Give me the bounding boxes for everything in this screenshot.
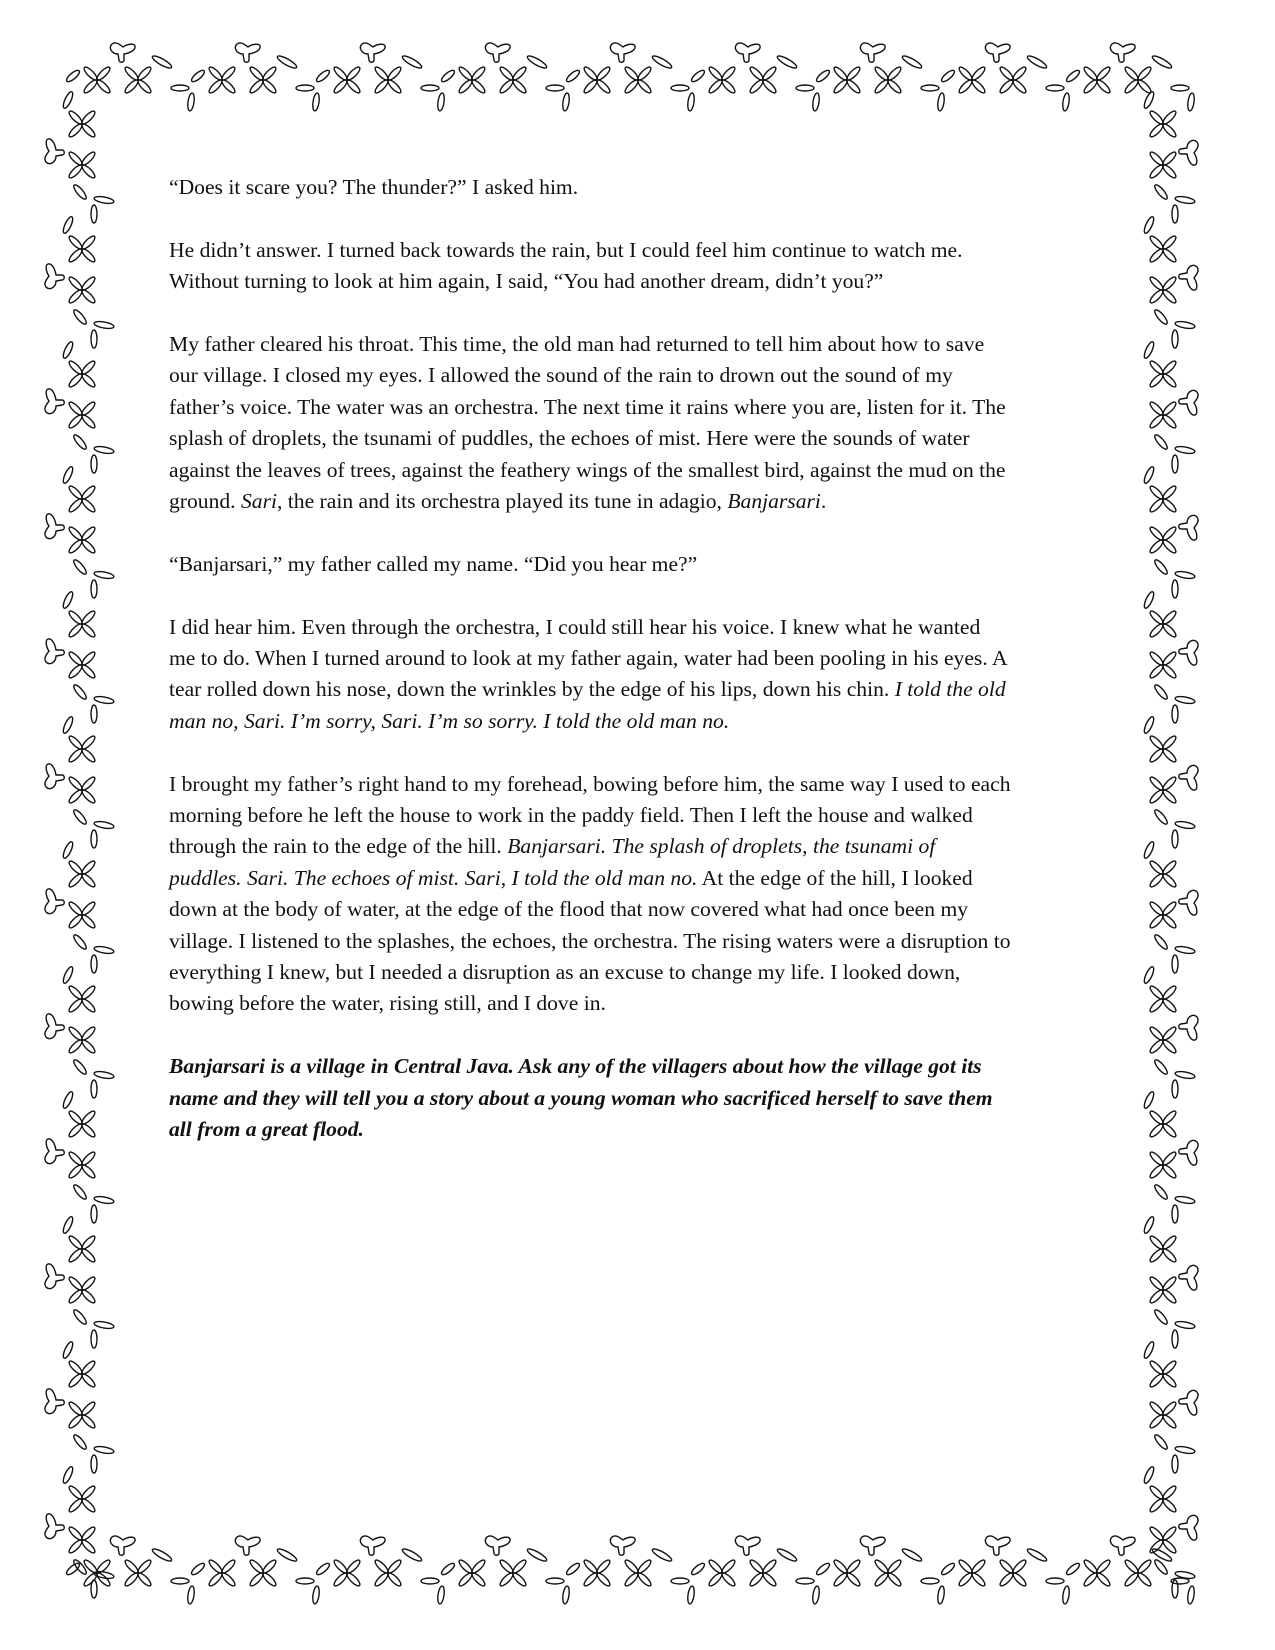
- border-motif: [45, 1466, 114, 1598]
- text-line: [169, 926, 1114, 957]
- italic-text: man no, Sari. I’m sorry, Sari. I’m so sorry. I told the old man no.: [169, 708, 730, 733]
- border-motif: [45, 341, 114, 473]
- border-motif: [45, 1091, 114, 1223]
- border-motif: [815, 1536, 945, 1604]
- story-paragraph: [169, 612, 1114, 738]
- border-motif: [45, 591, 114, 723]
- text-line: [169, 266, 1114, 297]
- border-bottom: [65, 1536, 1195, 1604]
- text-run: everything I knew, but I needed a disruption as an excuse to change my life. I looked down,: [169, 960, 961, 985]
- text-line: [169, 643, 1114, 674]
- text-line: [169, 455, 1114, 486]
- text-line: [169, 392, 1114, 423]
- border-motif: [45, 466, 114, 598]
- text-run: me to do. When I turned around to look at my father again, water had been pooling in his eyes. A: [169, 646, 1008, 671]
- story-paragraph: [169, 769, 1114, 1020]
- border-motif: [45, 841, 114, 973]
- text-run: I did hear him. Even through the orchestra, I could still hear his voice. I knew what he wanted: [169, 614, 981, 639]
- border-motif: [315, 43, 445, 111]
- border-motif: [1065, 1536, 1195, 1604]
- story-paragraphs: [169, 172, 1114, 1020]
- text-run: “Banjarsari,” my father called my name. “Did you hear me?”: [169, 551, 698, 576]
- border-motif: [940, 1536, 1070, 1604]
- italic-text: Banjarsari: [727, 489, 821, 514]
- text-run: He didn’t answer. I turned back towards the rain, but I could feel him continue to watch me.: [169, 237, 963, 262]
- story-paragraph: [169, 235, 1114, 298]
- text-line: [169, 549, 1114, 580]
- border-motif: [190, 43, 320, 111]
- text-line: [169, 423, 1114, 454]
- text-line: [169, 894, 1114, 925]
- story-text: [169, 172, 1114, 1177]
- border-motif: [690, 1536, 820, 1604]
- border-motif: [565, 43, 695, 111]
- text-run: tear rolled down his nose, down the wrinkles by the edge of his lips, down his chin.: [169, 677, 895, 702]
- border-motif: [1142, 341, 1198, 473]
- border-motif: [440, 43, 570, 111]
- italic-text: I told the old: [894, 677, 1006, 702]
- border-motif: [1142, 966, 1198, 1098]
- text-run: ground.: [169, 489, 241, 514]
- author-note-line: all from a great flood.: [169, 1117, 364, 1142]
- border-motif: [45, 91, 114, 223]
- text-run: .: [820, 489, 827, 514]
- text-run: against the leaves of trees, against the feathery wings of the smallest bird, against the mud on the: [169, 457, 1006, 482]
- border-motif: [45, 216, 114, 348]
- text-run: down at the body of water, at the edge of the flood that now covered what had once been my: [169, 897, 969, 922]
- text-run: our village. I closed my eyes. I allowed the sound of the rain to drown out the sound of my: [169, 363, 953, 388]
- border-motif: [565, 1536, 695, 1604]
- text-line: [169, 831, 1114, 862]
- text-line: [169, 612, 1114, 643]
- text-run: My father cleared his throat. This time, the old man had returned to tell him about how to save: [169, 332, 985, 356]
- text-run: through the rain to the edge of the hill.: [169, 834, 508, 859]
- text-run: splash of droplets, the tsunami of puddles, the echoes of mist. Here were the sounds of water: [169, 426, 970, 451]
- border-motif: [45, 1216, 114, 1348]
- border-motif: [45, 716, 114, 848]
- border-motif: [1142, 1466, 1198, 1598]
- border-motif: [1142, 466, 1198, 598]
- border-motif: [1142, 1091, 1198, 1223]
- text-line: [169, 674, 1114, 705]
- border-motif: [1142, 716, 1198, 848]
- border-motif: [1065, 43, 1195, 111]
- text-run: father’s voice. The water was an orchestra. The next time it rains where you are, listen for it. The: [169, 394, 1006, 419]
- border-motif: [1142, 1341, 1198, 1473]
- text-line: [169, 486, 1114, 517]
- border-motif: [190, 1536, 320, 1604]
- author-note-line: Banjarsari is a village in Central Java. Ask any of the villagers about how the village got its: [169, 1054, 982, 1079]
- border-motif: [65, 43, 195, 111]
- text-run: Without turning to look at him again, I said, “You had another dream, didn’t you?”: [169, 269, 884, 294]
- text-run: , the rain and its orchestra played its tune in adagio,: [276, 489, 728, 514]
- border-motif: [1142, 591, 1198, 723]
- border-right: [1142, 91, 1198, 1598]
- author-note-line: name and they will tell you a story about a young woman who sacrificed herself to save them: [169, 1085, 993, 1110]
- text-line: [169, 988, 1114, 1019]
- border-motif: [690, 43, 820, 111]
- text-run: bowing before the water, rising still, and I dove in.: [169, 991, 606, 1016]
- story-paragraph: [169, 329, 1114, 517]
- text-line: [169, 800, 1114, 831]
- text-line: [169, 235, 1114, 266]
- text-run: “Does it scare you? The thunder?” I asked him.: [169, 175, 579, 199]
- border-left: [45, 91, 114, 1598]
- italic-text: Sari: [240, 489, 277, 514]
- border-motif: [440, 1536, 570, 1604]
- border-motif: [45, 1341, 114, 1473]
- story-paragraph: [169, 549, 1114, 580]
- text-line: [169, 360, 1114, 391]
- text-run: morning before he left the house to work in the paddy field. Then I left the house and walked: [169, 803, 973, 828]
- border-motif: [45, 966, 114, 1098]
- border-motif: [815, 43, 945, 111]
- text-line: [169, 863, 1114, 894]
- text-line: [169, 172, 1114, 203]
- text-run: village. I listened to the splashes, the echoes, the orchestra. The rising waters were a disruption to: [169, 928, 1011, 953]
- text-line: [169, 706, 1114, 737]
- border-motif: [315, 1536, 445, 1604]
- border-motif: [1142, 841, 1198, 973]
- border-top: [65, 43, 1195, 111]
- text-line: [169, 769, 1114, 800]
- text-line: [169, 329, 1114, 360]
- border-motif: [940, 43, 1070, 111]
- text-run: I brought my father’s right hand to my forehead, bowing before him, the same way I used to each: [169, 771, 1011, 796]
- text-line: [169, 957, 1114, 988]
- author-note: [169, 1051, 1114, 1145]
- story-paragraph: [169, 172, 1114, 203]
- italic-text: Banjarsari. The splash of droplets, the tsunami of: [507, 834, 936, 859]
- border-motif: [1142, 216, 1198, 348]
- italic-text: puddles. Sari. The echoes of mist. Sari, I told the old man no.: [169, 865, 698, 890]
- text-run: At the edge of the hill, I looked: [697, 865, 973, 890]
- border-motif: [1142, 1216, 1198, 1348]
